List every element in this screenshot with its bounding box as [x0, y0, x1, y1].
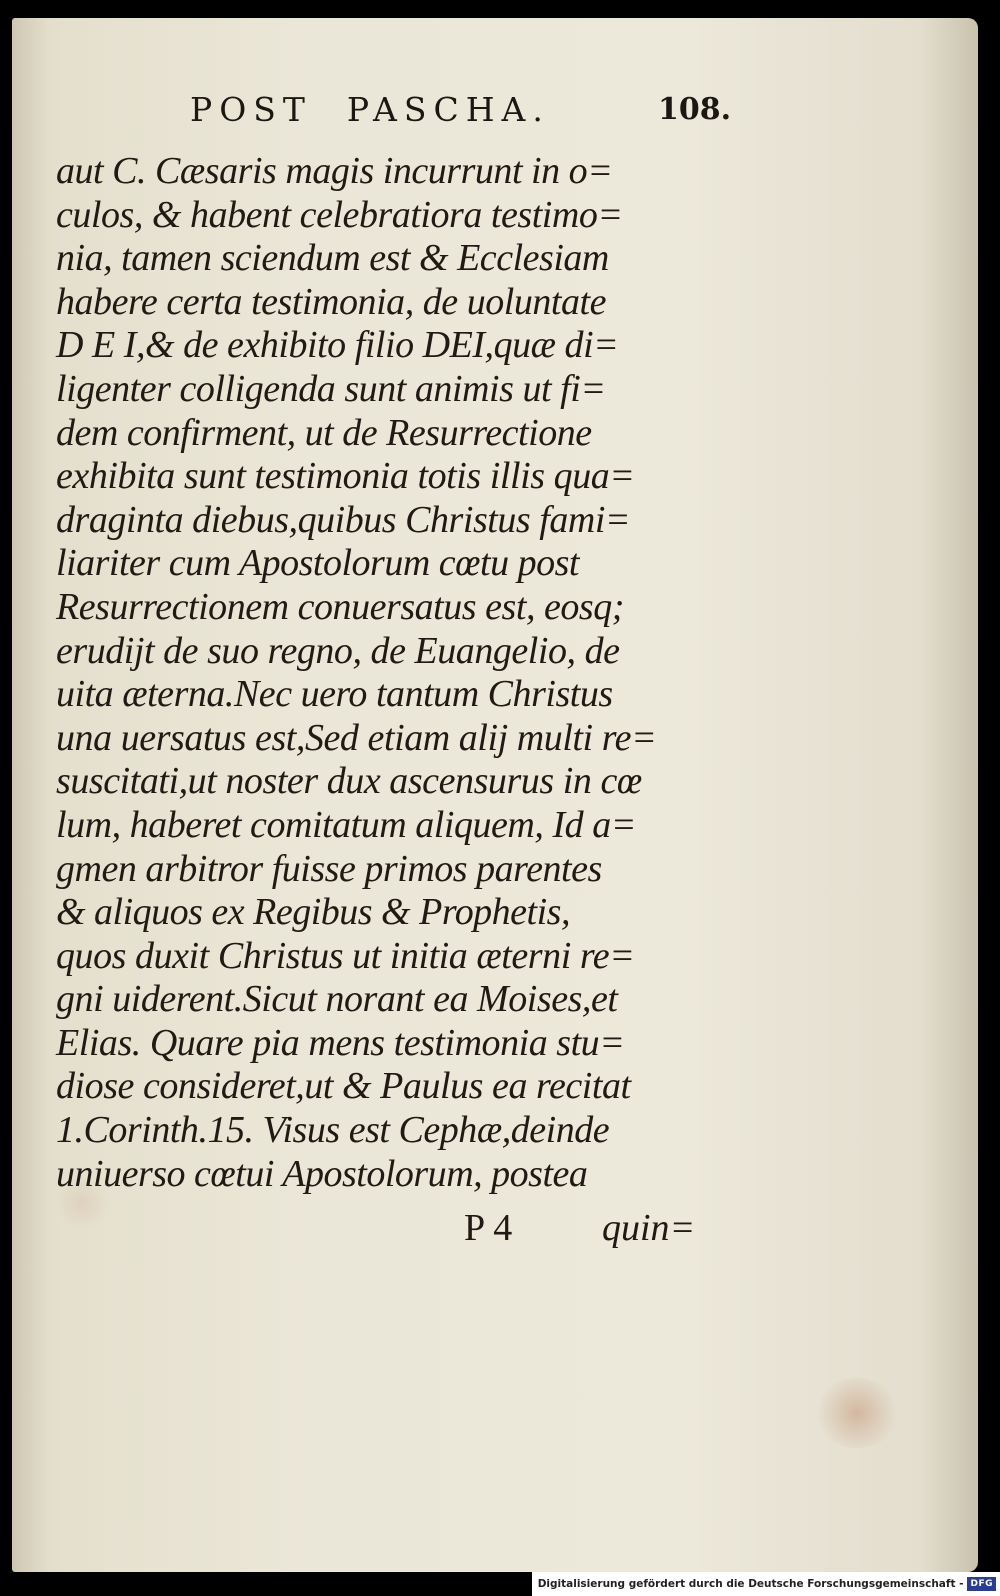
catch-line	[12, 1206, 978, 1252]
text-line: suscitati,ut noster dux ascensurus in cœ	[56, 760, 642, 803]
running-head-title: POST PASCHA.	[190, 90, 550, 129]
body-text	[56, 150, 756, 1196]
text-line: Resurrectionem conuersatus est, eosq;	[56, 585, 624, 628]
page-stain	[812, 1378, 902, 1448]
text-line: uniuerso cœtui Apostolorum, postea	[56, 1152, 588, 1195]
text-line: culos, & habent celebratiora testimo=	[56, 193, 623, 236]
signature-mark: P 4	[464, 1207, 513, 1249]
text-line: & aliquos ex Regibus & Prophetis,	[56, 891, 570, 934]
text-line: 1.Corinth.15. Visus est Cephæ,deinde	[56, 1109, 610, 1152]
catchword: quin=	[602, 1207, 696, 1249]
text-line: liariter cum Apostolorum cœtu post	[56, 542, 579, 585]
text-line: ligenter colligenda sunt animis ut fi=	[56, 367, 606, 410]
text-line: quos duxit Christus ut initia æterni re=	[56, 934, 635, 977]
text-line: draginta diebus,quibus Christus fami=	[56, 498, 631, 541]
text-line: erudijt de suo regno, de Euangelio, de	[56, 629, 620, 672]
text-line: una uersatus est,Sed etiam alij multi re=	[56, 716, 657, 759]
text-line: exhibita sunt testimonia totis illis qua=	[56, 455, 635, 498]
text-line: habere certa testimonia, de uoluntate	[56, 280, 607, 323]
book-page	[12, 18, 978, 1572]
page-number: 108.	[658, 92, 732, 127]
text-line: gmen arbitror fuisse primos parentes	[56, 847, 602, 890]
running-head	[12, 90, 978, 140]
text-line: D E I,& de exhibito filio DEI,quæ di=	[56, 324, 619, 367]
dfg-logo: DFG	[967, 1577, 996, 1591]
digitization-footer	[532, 1572, 1000, 1596]
text-line: aut C. Cæsaris magis incurrunt in o=	[56, 150, 613, 192]
text-line: dem confirment, ut de Resurrectione	[56, 411, 592, 454]
text-line: lum, haberet comitatum aliquem, Id a=	[56, 803, 636, 846]
footer-credit: Digitalisierung gefördert durch die Deutsche Forschungsgemeinschaft -	[537, 1578, 964, 1590]
text-line: Elias. Quare pia mens testimonia stu=	[56, 1021, 625, 1064]
text-line: uita æterna.Nec uero tantum Christus	[56, 673, 613, 716]
text-line: diose consideret,ut & Paulus ea recitat	[56, 1065, 631, 1108]
text-line: nia, tamen sciendum est & Ecclesiam	[56, 237, 609, 280]
text-line: gni uiderent.Sicut norant ea Moises,et	[56, 978, 618, 1021]
